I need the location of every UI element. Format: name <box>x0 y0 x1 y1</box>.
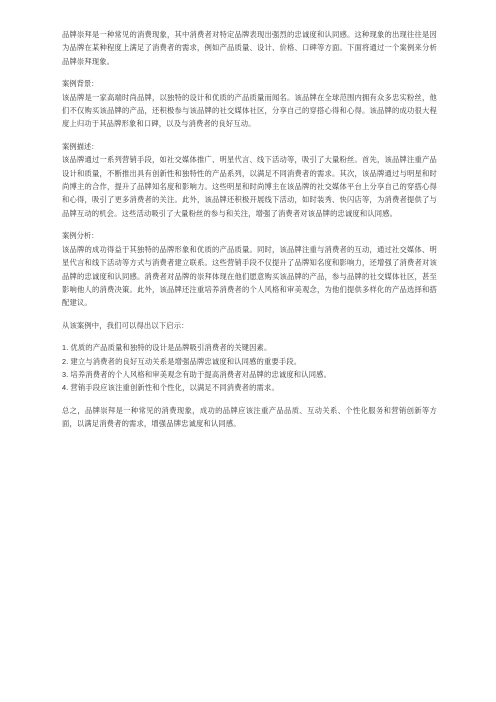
list-item <box>62 368 437 381</box>
list-item-text: 建立与消费者的良好互动关系是增强品牌忠诚度和认同感的重要手段。 <box>70 356 302 366</box>
description-section <box>62 140 437 220</box>
background-heading: 案例背景： <box>62 79 99 89</box>
conclusion-paragraph: 总之，品牌崇拜是一种常见的消费现象，成功的品牌应该注重产品品质、互动关系、个性化服务和营销创新等方面，以满足消费者的需求，增强品牌忠诚度和认同感。 <box>62 405 437 429</box>
list-item-number: 3. <box>62 369 69 379</box>
list-item <box>62 355 437 368</box>
analysis-heading: 案例分析： <box>62 231 99 241</box>
insights-list <box>62 341 437 395</box>
list-item <box>62 381 437 394</box>
list-item-number: 2. <box>62 356 69 366</box>
description-heading: 案例描述： <box>62 141 99 151</box>
document-page <box>62 28 437 440</box>
list-item-number: 4. <box>62 383 69 393</box>
list-item-number: 1. <box>62 343 69 353</box>
description-paragraph: 该品牌通过一系列营销手段，如社交媒体推广、明星代言、线下活动等，吸引了大量粉丝。首先，该品牌注重产品设计和质量，不断推出具有创新性和独特性的产品系列，以满足不同消费者的需求。其次，该品牌通过与明星和时尚博主的合作，提升了品牌知名度和影响力。这些明星和时尚博主在该品牌的社交媒体平台上分享自己的穿搭心得和心得，吸引了更多消费者的关注。此外，该品牌还积极开展线下活动，如时装秀、快闪店等，为消费者提供了与品牌互动的机会。这些活动吸引了大量粉丝的参与和关注，增强了消费者对该品牌的忠诚度和认同感。 <box>62 155 437 218</box>
background-paragraph: 该品牌是一家高端时尚品牌，以独特的设计和优质的产品质量而闻名。该品牌在全球范围内拥有众多忠实粉丝，他们不仅购买该品牌的产品，还积极参与该品牌的社交媒体社区，分享自己的穿搭心得和心得。该品牌的成功很大程度上归功于其品牌形象和口碑，以及与消费者的良好互动。 <box>62 92 437 129</box>
analysis-section <box>62 229 437 309</box>
list-item <box>62 341 437 354</box>
list-item-text: 营销手段应该注重创新性和个性化，以满足不同消费者的需求。 <box>70 383 279 393</box>
list-item-text: 培养消费者的个人风格和审美观念有助于提高消费者对品牌的忠诚度和认同感。 <box>70 369 332 379</box>
list-item-text: 优质的产品质量和独特的设计是品牌吸引消费者的关键因素。 <box>70 343 272 353</box>
background-section <box>62 77 437 131</box>
intro-paragraph: 品牌崇拜是一种常见的消费现象，其中消费者对特定品牌表现出强烈的忠诚度和认同感。这种现象的出现往往是因为品牌在某种程度上满足了消费者的需求，例如产品质量、设计、价格、口碑等方面。下面将通过一个案例来分析品牌崇拜现象。 <box>62 30 437 66</box>
analysis-paragraph: 该品牌的成功得益于其独特的品牌形象和优质的产品质量。同时，该品牌注重与消费者的互动，通过社交媒体、明星代言和线下活动等方式与消费者建立联系。这些营销手段不仅提升了品牌知名度和影响力，还增强了消费者对该品牌的忠诚度和认同感。消费者对品牌的崇拜体现在他们愿意购买该品牌的产品，参与品牌的社交媒体社区，甚至影响他人的消费决策。此外，该品牌还注重培养消费者的个人风格和审美观念，为他们提供多样化的产品选择和搭配建议。 <box>62 244 437 308</box>
insights-lead: 从该案例中，我们可以得出以下启示： <box>62 320 189 330</box>
